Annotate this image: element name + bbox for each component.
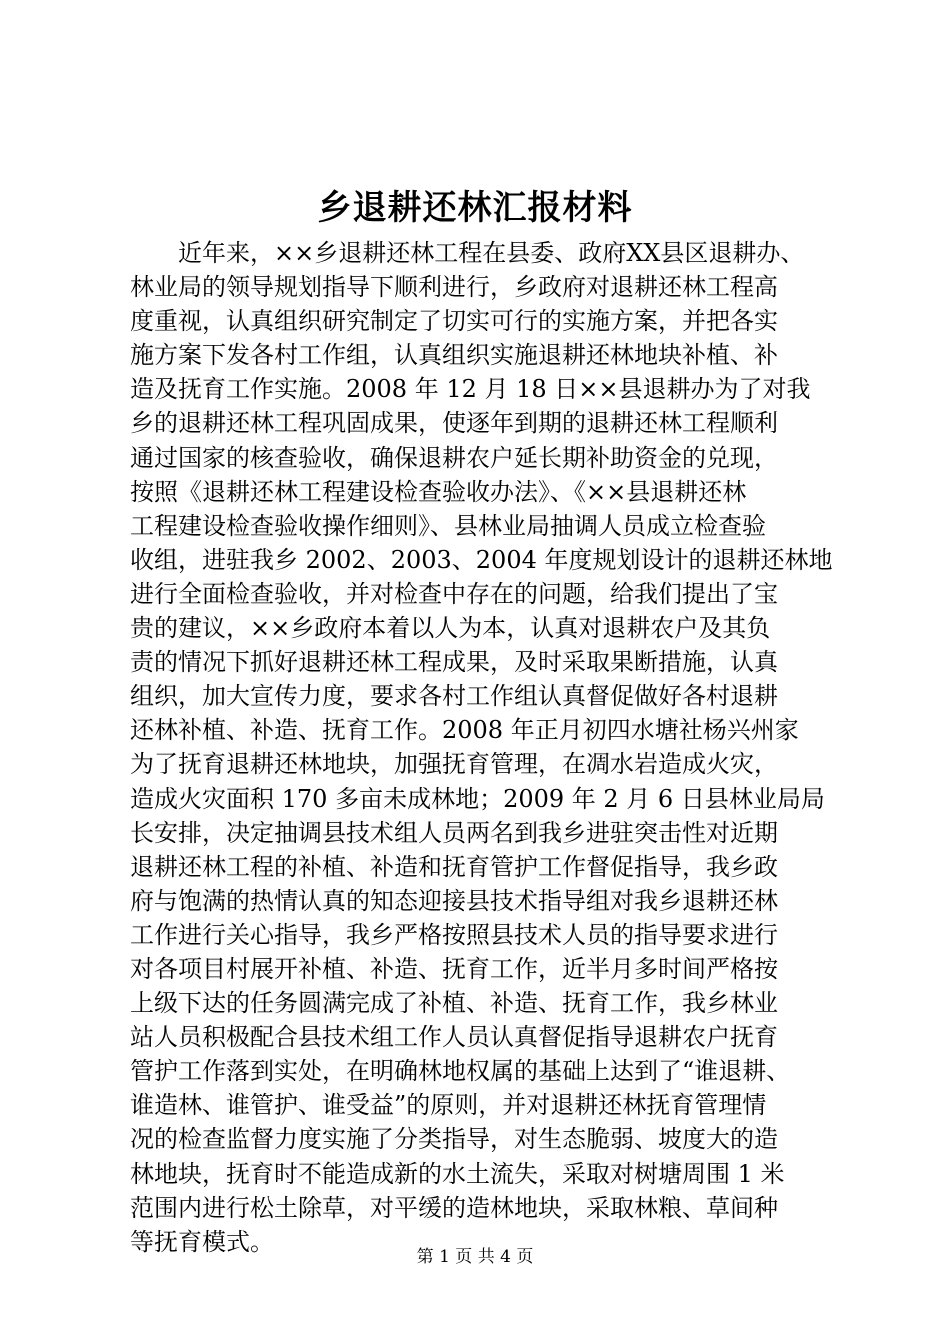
paragraph-line: 施方案下发各村工作组，认真组织实施退耕还林地块补植、补 — [130, 341, 778, 370]
document-body — [130, 236, 833, 1259]
paragraph-line: 管护工作落到实处，在明确林地权属的基础上达到了“谁退耕、 — [130, 1057, 791, 1086]
paragraph-line: 工作进行关心指导，我乡严格按照县技术人员的指导要求进行 — [130, 920, 778, 949]
paragraph-line: 乡的退耕还林工程巩固成果，使逐年到期的退耕还林工程顺利 — [130, 409, 778, 438]
paragraph-line: 长安排，决定抽调县技术组人员两名到我乡进驻突击性对近期 — [130, 818, 778, 847]
paragraph-line: 收组，进驻我乡 2002、2003、2004 年度规划设计的退耕还林地 — [130, 545, 833, 574]
paragraph-line: 按照《退耕还林工程建设检查验收办法》、《××县退耕还林 — [130, 477, 747, 506]
paragraph-line: 度重视，认真组织研究制定了切实可行的实施方案，并把各实 — [130, 307, 778, 336]
paragraph-line: 对各项目村展开补植、补造、抚育工作，近半月多时间严格按 — [130, 954, 778, 983]
paragraph-line: 还林补植、补造、抚育工作。2008 年正月初四水塘社杨兴州家 — [130, 716, 799, 745]
paragraph-line: 站人员积极配合县技术组工作人员认真督促指导退耕农户抚育 — [130, 1023, 778, 1052]
paragraph-line: 况的检查监督力度实施了分类指导，对生态脆弱、坡度大的造 — [130, 1125, 778, 1154]
page-number-footer: 第 1 页 共 4 页 — [416, 1247, 534, 1267]
paragraph-line: 进行全面检查验收，并对检查中存在的问题，给我们提出了宝 — [130, 579, 778, 608]
paragraph-line: 等抚育模式。 — [130, 1227, 274, 1256]
paragraph-line: 退耕还林工程的补植、补造和抚育管护工作督促指导，我乡政 — [130, 852, 778, 881]
paragraph-line: 近年来，××乡退耕还林工程在县委、政府XX县区退耕办、 — [130, 239, 805, 267]
paragraph-line: 林业局的领导规划指导下顺利进行，乡政府对退耕还林工程高 — [130, 273, 778, 302]
paragraph-line: 责的情况下抓好退耕还林工程成果，及时采取果断措施，认真 — [130, 648, 778, 677]
paragraph-line: 谁造林、谁管护、谁受益”的原则，并对退耕还林抚育管理情 — [130, 1091, 767, 1120]
paragraph-line: 府与饱满的热情认真的知态迎接县技术指导组对我乡退耕还林 — [130, 886, 778, 915]
paragraph-line: 范围内进行松土除草，对平缓的造林地块，采取林粮、草间种 — [130, 1193, 778, 1222]
paragraph-line: 工程建设检查验收操作细则》、县林业局抽调人员成立检查验 — [130, 511, 766, 540]
paragraph-line: 造及抚育工作实施。2008 年 12 月 18 日××县退耕办为了对我 — [130, 375, 811, 404]
paragraph-line: 贵的建议，××乡政府本着以人为本，认真对退耕农户及其负 — [130, 614, 771, 643]
paragraph-line: 林地块，抚育时不能造成新的水土流失，采取对树塘周围 1 米 — [130, 1159, 785, 1188]
paragraph-line: 为了抚育退耕还林地块，加强抚育管理，在凋水岩造成火灾， — [130, 750, 778, 779]
document-title: 乡退耕还林汇报材料 — [317, 188, 633, 228]
paragraph-line: 上级下达的任务圆满完成了补植、补造、抚育工作，我乡林业 — [130, 989, 778, 1018]
paragraph-line: 组织，加大宣传力度，要求各村工作组认真督促做好各村退耕 — [130, 682, 778, 711]
paragraph-line: 造成火灾面积 170 多亩未成林地；2009 年 2 月 6 日县林业局局 — [130, 784, 825, 813]
paragraph-line: 通过国家的核查验收，确保退耕农户延长期补助资金的兑现， — [130, 443, 778, 472]
